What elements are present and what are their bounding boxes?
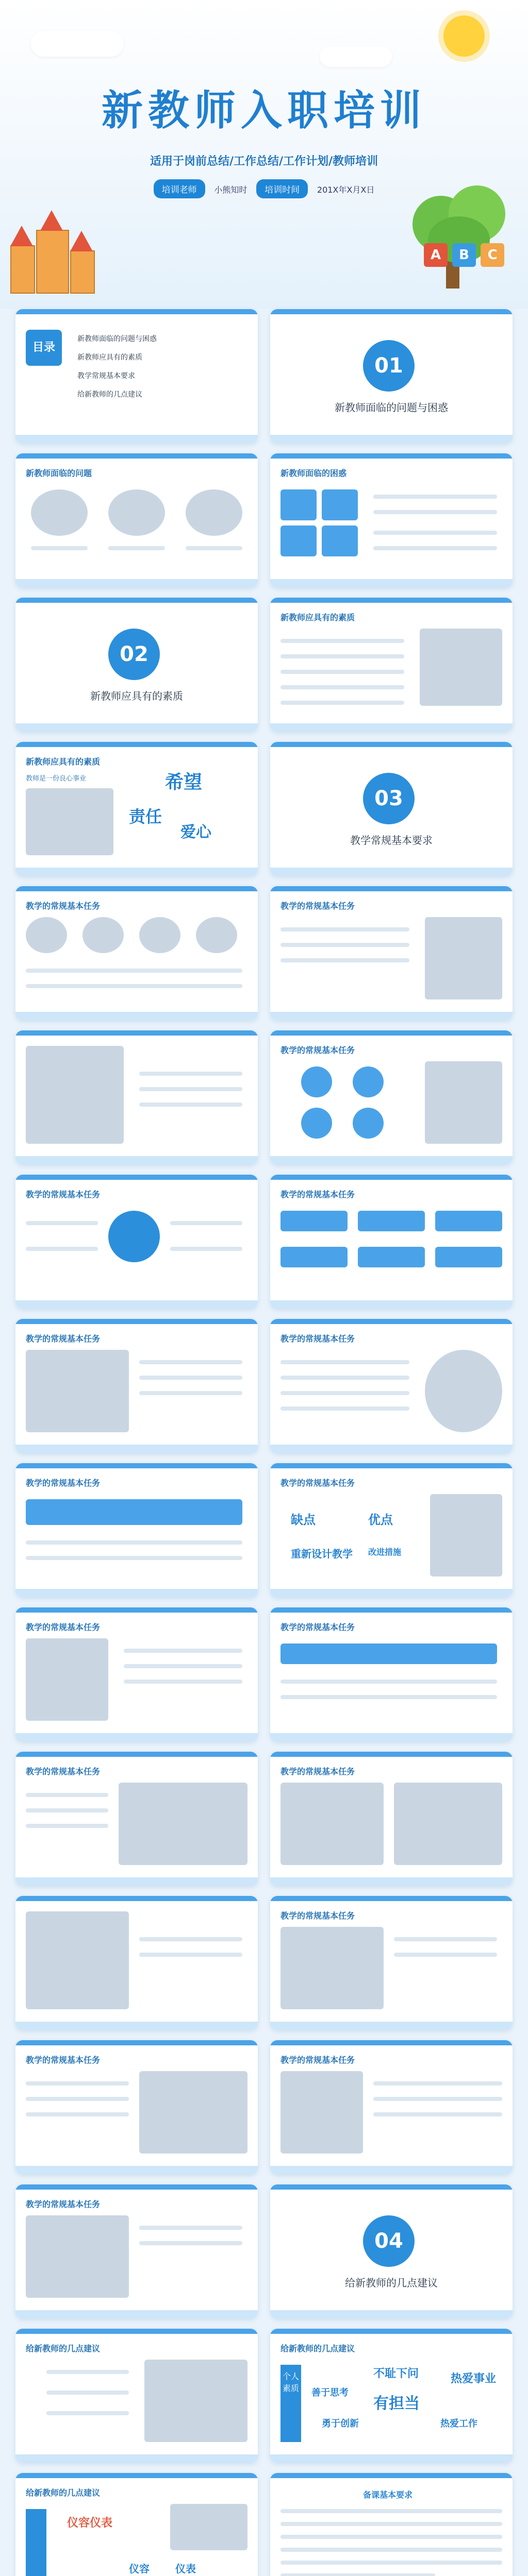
slide-title: 教学的常规基本任务 bbox=[280, 1767, 355, 1776]
slide-routine-16 bbox=[270, 1896, 513, 2030]
slide-title: 教学的常规基本任务 bbox=[280, 1622, 355, 1632]
slide-section-03: 03 教学常规基本要求 bbox=[270, 742, 513, 876]
slide-routine-11 bbox=[15, 1607, 258, 1741]
time-value: 201X年X月X日 bbox=[317, 185, 375, 195]
slide-title: 新教师应具有的素质 bbox=[280, 613, 355, 622]
slide-routine-18 bbox=[270, 2040, 513, 2174]
slide-section-04: 04 给新教师的几点建议 bbox=[270, 2184, 513, 2318]
keyword-responsible: 有担当 bbox=[373, 2395, 420, 2413]
slide-routine-2 bbox=[270, 886, 513, 1020]
agenda-item: 新教师面临的问题与困惑 bbox=[77, 335, 157, 343]
keyword-redesign: 重新设计教学 bbox=[291, 1548, 353, 1560]
slide-title: 教学的常规基本任务 bbox=[280, 1190, 355, 1199]
slide-title: 教学的常规基本任务 bbox=[280, 901, 355, 911]
cloud-icon bbox=[320, 46, 392, 67]
cover-title: 新教师入职培训 bbox=[102, 86, 426, 134]
slide-title: 教学的常规基本任务 bbox=[26, 1478, 101, 1488]
slide-title: 教学的常规基本任务 bbox=[280, 1045, 355, 1055]
slide-routine-12 bbox=[270, 1607, 513, 1741]
cover-subtitle: 适用于岗前总结/工作总结/工作计划/教师培训 bbox=[150, 155, 378, 168]
slide-title: 教学的常规基本任务 bbox=[26, 1334, 101, 1344]
castle-icon bbox=[10, 216, 93, 294]
section-title: 新教师应具有的素质 bbox=[90, 690, 183, 702]
slide-routine bbox=[15, 886, 258, 1020]
slide-routine-9 bbox=[15, 1463, 258, 1597]
slide-routine-19 bbox=[15, 2184, 258, 2318]
slide-routine-14 bbox=[270, 1752, 513, 1886]
slide-title: 教学的常规基本任务 bbox=[26, 2199, 101, 2209]
slide-title: 新教师面临的问题 bbox=[26, 468, 92, 478]
slide-section-02: 02 新教师应具有的素质 bbox=[15, 598, 258, 732]
keyword-hope: 希望 bbox=[165, 772, 203, 793]
appearance-title: 仪容仪表 bbox=[67, 2517, 113, 2530]
sun-icon bbox=[443, 15, 485, 57]
slide-title: 教学的常规基本任务 bbox=[26, 901, 101, 911]
section-title: 给新教师的几点建议 bbox=[345, 2277, 438, 2289]
slide-title: 教学的常规基本任务 bbox=[280, 1478, 355, 1488]
trainer-label: 培训老师 bbox=[154, 179, 205, 198]
trainer-name: 小熊知时 bbox=[214, 185, 248, 195]
agenda-item: 教学常规基本要求 bbox=[77, 372, 135, 380]
keyword-love-work: 热爱工作 bbox=[440, 2418, 477, 2429]
block-b: B bbox=[452, 243, 476, 267]
slide-title: 给新教师的几点建议 bbox=[280, 2344, 355, 2353]
keyword-fault: 缺点 bbox=[291, 1513, 316, 1527]
slide-routine-17 bbox=[15, 2040, 258, 2174]
slide-routine-3 bbox=[15, 1030, 258, 1164]
slide-advice-3 bbox=[15, 2473, 258, 2576]
slide-title: 教学的常规基本任务 bbox=[26, 1190, 101, 1199]
section-title: 新教师面临的问题与困惑 bbox=[335, 401, 448, 414]
slide-title: 给新教师的几点建议 bbox=[26, 2344, 101, 2353]
section-title: 教学常规基本要求 bbox=[350, 834, 433, 846]
slide-title: 新教师面临的困惑 bbox=[280, 468, 347, 478]
slide-title: 教学的常规基本任务 bbox=[280, 2055, 355, 2065]
letter-blocks bbox=[423, 242, 505, 268]
keyword-merit: 优点 bbox=[368, 1513, 393, 1527]
slide-agenda bbox=[15, 309, 258, 443]
rules-title: 备课基本要求 bbox=[363, 2490, 413, 2500]
keyword-good-think: 善于思考 bbox=[311, 2387, 349, 2398]
slide-advice-4 bbox=[270, 2473, 513, 2576]
tree-icon bbox=[397, 185, 510, 289]
agenda-item: 新教师应具有的素质 bbox=[77, 353, 142, 362]
slide-title: 教学的常规基本任务 bbox=[26, 1622, 101, 1632]
slide-qualities bbox=[270, 598, 513, 732]
slide-routine-5 bbox=[15, 1175, 258, 1309]
keyword-look: 仪容 bbox=[129, 2563, 150, 2575]
keyword-duty: 责任 bbox=[129, 807, 162, 826]
slide-routine-7 bbox=[15, 1319, 258, 1453]
keyword-dress: 仪表 bbox=[175, 2563, 196, 2575]
block-a: A bbox=[424, 243, 448, 267]
slide-routine-10 bbox=[270, 1463, 513, 1597]
slide-routine-15 bbox=[15, 1896, 258, 2030]
block-c: C bbox=[481, 243, 504, 267]
keyword-no-bow: 不耻下问 bbox=[373, 2367, 419, 2380]
time-label: 培训时间 bbox=[256, 179, 308, 198]
slide-routine-13 bbox=[15, 1752, 258, 1886]
keyword-love-career: 热爱事业 bbox=[451, 2372, 497, 2385]
slide-title: 给新教师的几点建议 bbox=[26, 2488, 101, 2498]
cloud-icon bbox=[31, 31, 124, 57]
slide-routine-6 bbox=[270, 1175, 513, 1309]
keyword-love: 爱心 bbox=[180, 823, 211, 841]
slide-title: 教学的常规基本任务 bbox=[26, 2055, 101, 2065]
slide-section-01: 01 新教师面临的问题与困惑 bbox=[270, 309, 513, 443]
agenda-item: 给新教师的几点建议 bbox=[77, 391, 142, 399]
slide-title: 教学的常规基本任务 bbox=[280, 1911, 355, 1921]
slide-advice-2 bbox=[270, 2329, 513, 2463]
cover-section bbox=[0, 0, 528, 309]
persona-label: 个人素质 bbox=[280, 2365, 301, 2442]
keyword-innovate: 勇于创新 bbox=[322, 2418, 359, 2429]
agenda-title: 目录 bbox=[26, 330, 62, 366]
slide-advice bbox=[15, 2329, 258, 2463]
slide-problems bbox=[15, 453, 258, 587]
slide-routine-8 bbox=[270, 1319, 513, 1453]
slide-routine-4 bbox=[270, 1030, 513, 1164]
slide-difficulties bbox=[270, 453, 513, 587]
slide-title: 教学的常规基本任务 bbox=[26, 1767, 101, 1776]
teacher-heart: 教师是一份良心事业 bbox=[26, 775, 87, 783]
keyword-improve: 改进措施 bbox=[368, 1547, 402, 1557]
slide-title: 教学的常规基本任务 bbox=[280, 1334, 355, 1344]
slide-title: 新教师应具有的素质 bbox=[26, 757, 101, 767]
slide-qualities-2 bbox=[15, 742, 258, 876]
